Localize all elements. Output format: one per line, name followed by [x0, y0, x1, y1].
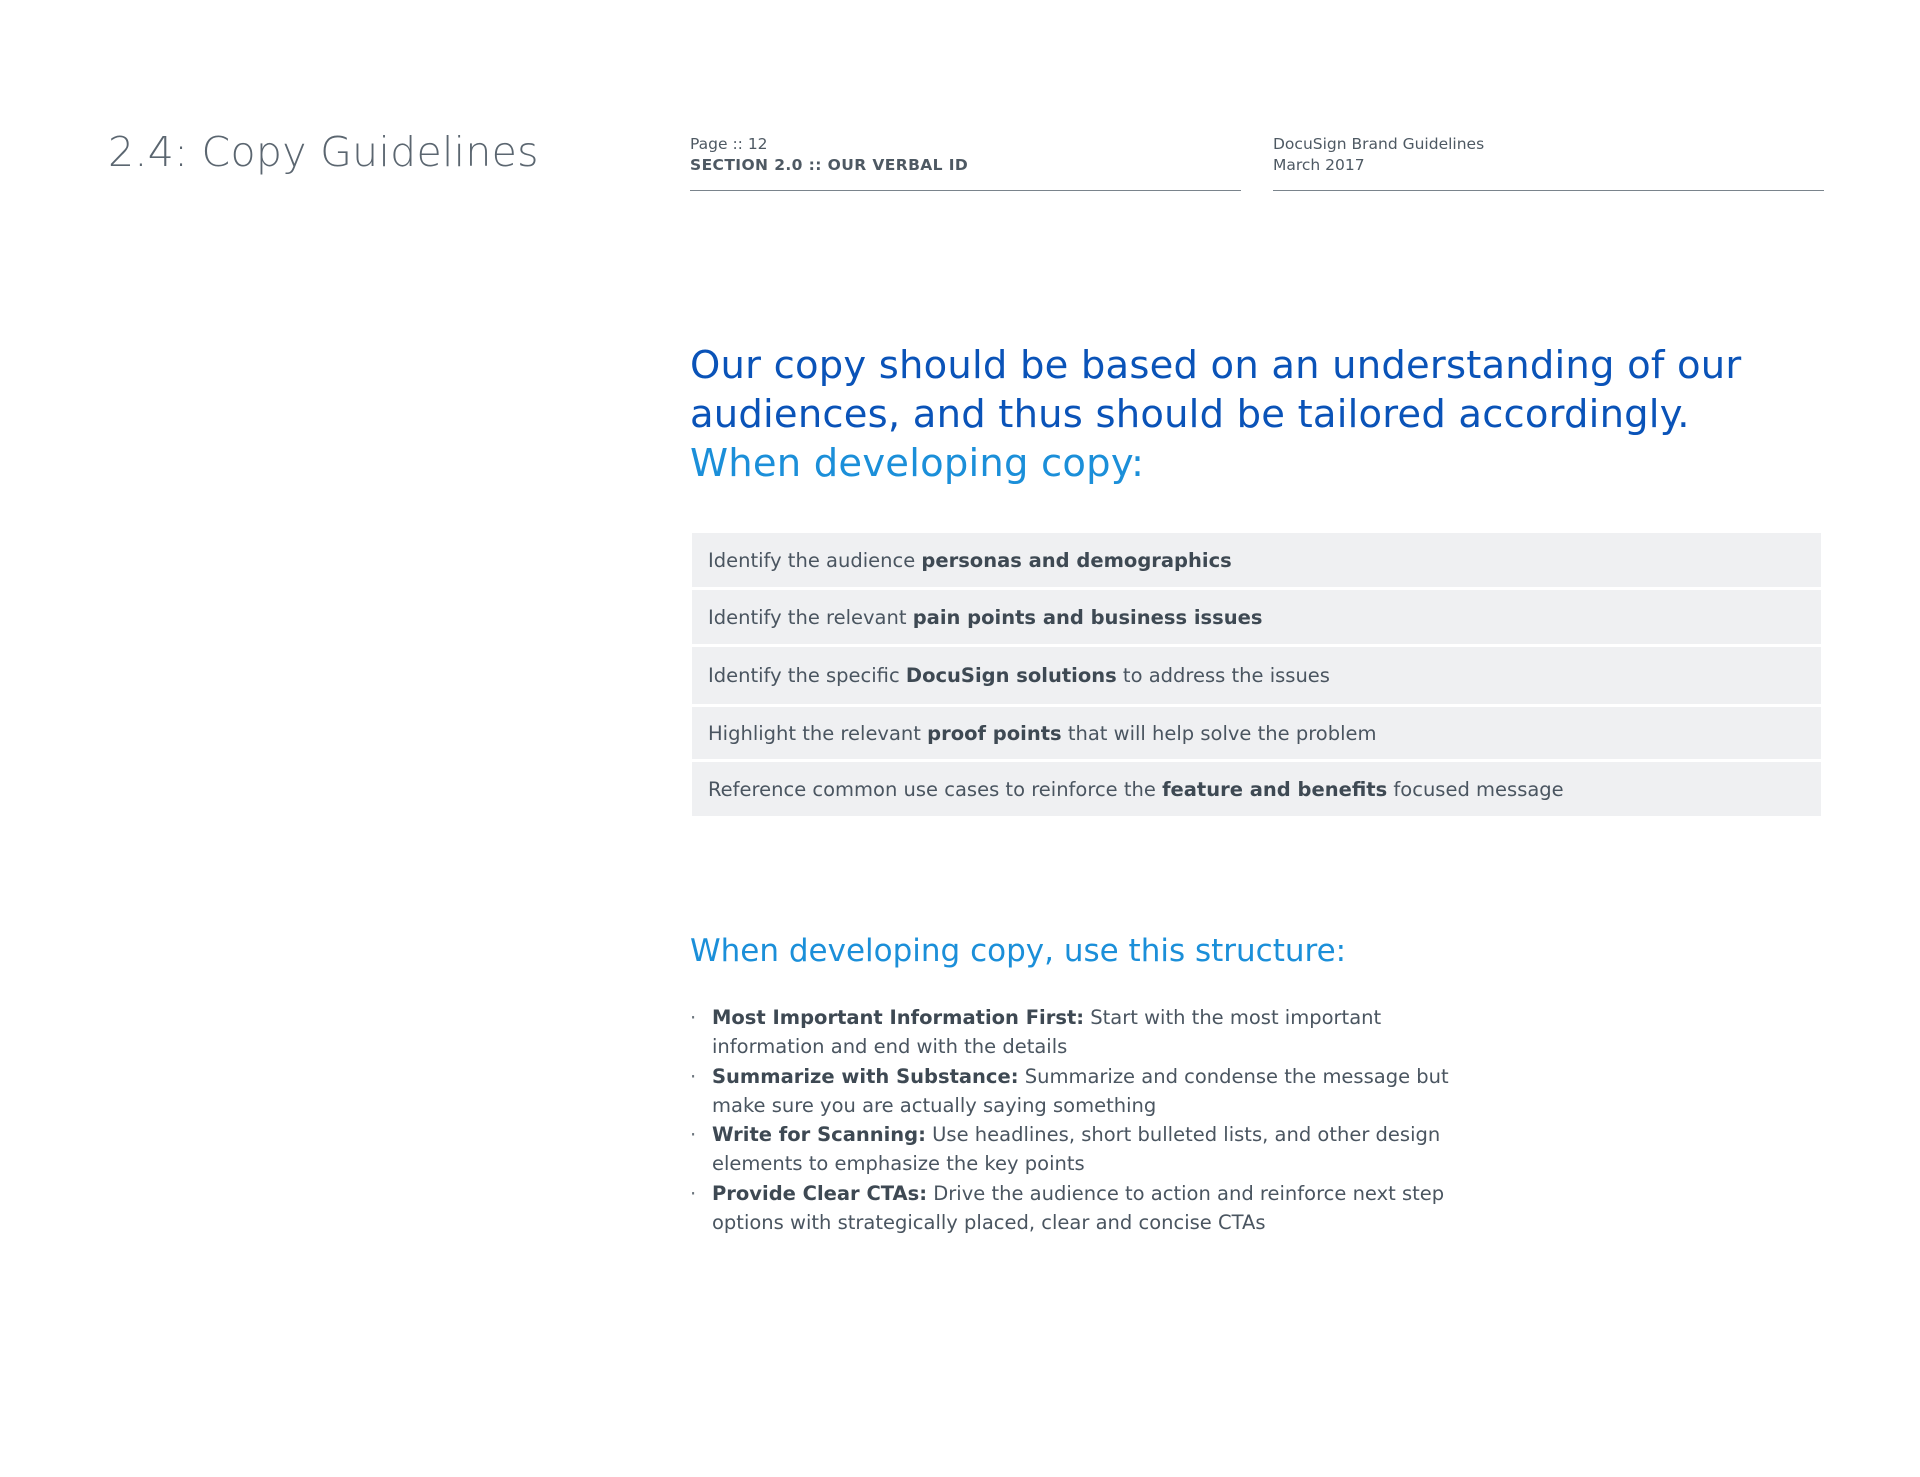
document-meta [1273, 134, 1484, 176]
section-label: SECTION 2.0 :: OUR VERBAL ID [690, 156, 969, 174]
page-title: 2.4: Copy Guidelines [108, 128, 539, 176]
bullet-icon: · [690, 1006, 697, 1029]
structure-list [690, 1003, 1450, 1237]
list-item: · Summarize with Substance: Summarize and condense the message but make sure you are actually saying something [690, 1062, 1450, 1121]
development-steps [692, 533, 1821, 819]
document-name: DocuSign Brand Guidelines [1273, 135, 1485, 153]
bullet-icon: · [690, 1123, 697, 1147]
structure-heading: When developing copy, use this structure: [690, 933, 1347, 969]
header-divider-right [1273, 190, 1824, 191]
list-item: · Most Important Information First: Start with the most important information and end with the details [690, 1003, 1450, 1062]
step-row: Identify the specific DocuSign solutions to address the issues [692, 647, 1821, 704]
list-item: · Provide Clear CTAs: Drive the audience to action and reinforce next step options with strategically placed, clear and concise CTAs [690, 1179, 1450, 1238]
step-row: Identify the relevant pain points and business issues [692, 590, 1821, 644]
document-date: March 2017 [1273, 156, 1365, 174]
page-meta [690, 134, 968, 176]
step-row: Reference common use cases to reinforce the feature and benefits focused message [692, 762, 1821, 816]
bullet-icon: · [690, 1181, 697, 1205]
intro-headline [690, 341, 1840, 488]
list-item: · Write for Scanning: Use headlines, short bulleted lists, and other design elements to emphasize the key points [690, 1120, 1450, 1179]
header-divider-left [690, 190, 1241, 191]
step-row: Identify the audience personas and demographics [692, 533, 1821, 587]
intro-line-3: When developing copy: [690, 441, 1145, 486]
intro-line-2: audiences, and thus should be tailored accordingly. [690, 392, 1690, 437]
intro-line-1: Our copy should be based on an understanding of our [690, 343, 1742, 388]
step-row: Highlight the relevant proof points that will help solve the problem [692, 707, 1821, 759]
bullet-icon: · [690, 1064, 697, 1088]
page-number: Page :: 12 [690, 135, 768, 153]
